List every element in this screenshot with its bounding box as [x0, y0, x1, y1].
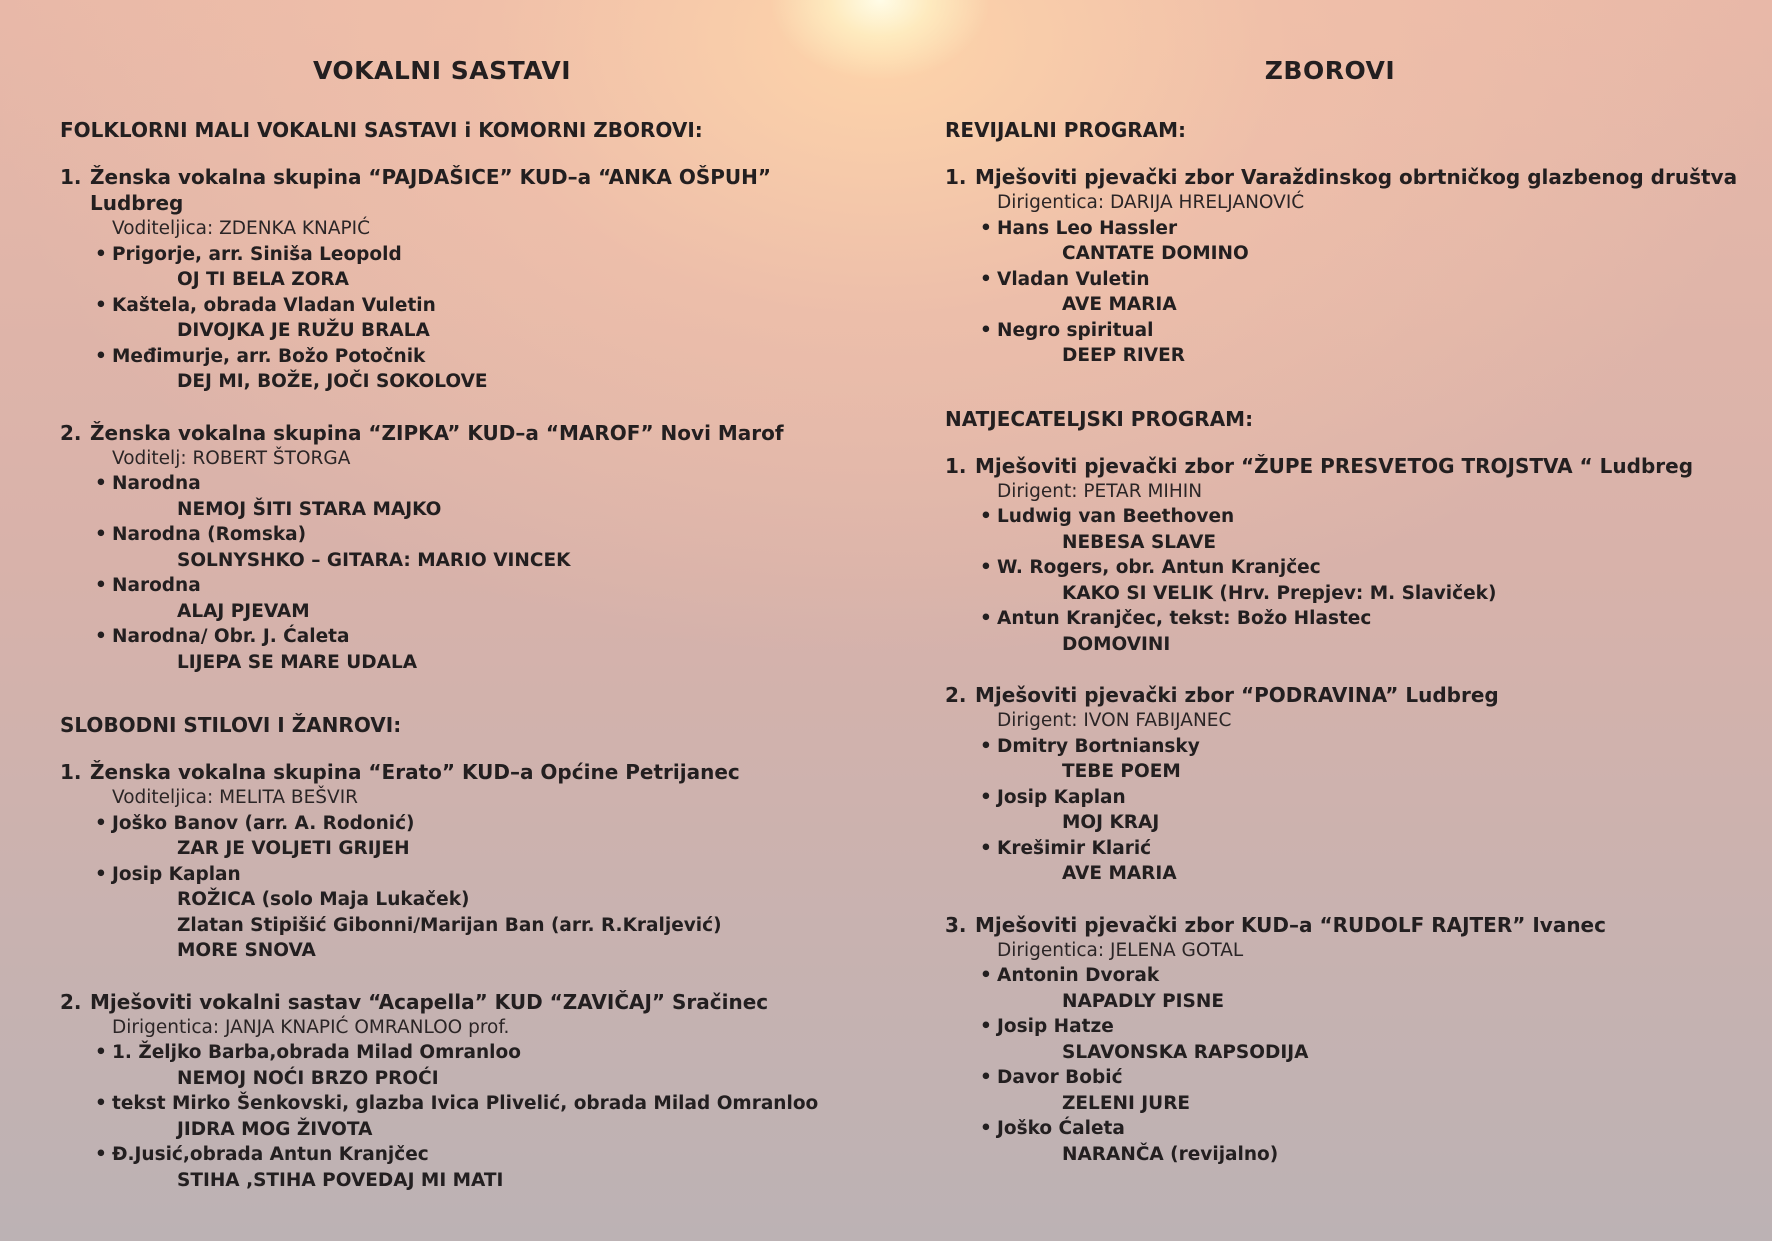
song-item: [945, 555, 1745, 606]
song-composer: [980, 963, 1745, 989]
ensemble-entry: [945, 682, 1745, 887]
composer-text: Vladan Vuletin: [997, 268, 1150, 290]
song-composer: [95, 522, 850, 548]
left-column-title: VOKALNI SASTAVI: [312, 56, 571, 85]
song-composer: [95, 1142, 850, 1168]
song-composer: [980, 836, 1745, 862]
ensemble-name: Mješoviti pjevački zbor “PODRAVINA” Ludbreg: [975, 683, 1499, 707]
ensemble-name: Ženska vokalna skupina “ZIPKA” KUD–a “MAROF” Novi Marof: [90, 420, 784, 445]
composer-text: Kaštela, obrada Vladan Vuletin: [112, 294, 436, 316]
song-list: [60, 242, 850, 395]
bullet-icon: •: [980, 319, 992, 341]
song-title: STIHA ,STIHA POVEDAJ MI MATI: [177, 1169, 504, 1191]
composer-text: 1. Željko Barba,obrada Milad Omranloo: [112, 1042, 521, 1063]
song-item: [945, 267, 1745, 318]
composer-text: Hans Leo Hassler: [997, 217, 1178, 239]
song-list: [60, 471, 850, 675]
bullet-icon: •: [95, 575, 107, 596]
song-item: [945, 318, 1745, 369]
bullet-icon: •: [980, 837, 992, 859]
song-title: NEBESA SLAVE: [1062, 531, 1217, 553]
ensemble-entry: [945, 164, 1745, 369]
bullet-icon: •: [95, 1042, 107, 1063]
song-composer: [95, 293, 850, 319]
song-item: [60, 1142, 850, 1193]
song-list: [945, 504, 1745, 657]
composer-text: W. Rogers, obr. Antun Kranjčec: [997, 557, 1321, 578]
song-list: [945, 734, 1745, 887]
bullet-icon: •: [980, 506, 992, 527]
composer-text: Dmitry Bortniansky: [997, 735, 1200, 757]
ensemble-number: 1.: [60, 165, 82, 189]
song-list: [60, 811, 850, 964]
song-item: [60, 624, 850, 675]
bullet-icon: •: [980, 735, 992, 757]
ensemble-entry: [945, 453, 1745, 658]
ensemble-name: Ženska vokalna skupina “Erato” KUD–a Općine Petrijanec: [90, 760, 740, 784]
section-spacer: [945, 394, 1745, 408]
composer-text: Antun Kranjčec, tekst: Božo Hlastec: [997, 608, 1372, 629]
composer-text: Josip Kaplan: [997, 786, 1126, 808]
song-item: [945, 785, 1745, 836]
ensemble-number: 1.: [945, 453, 967, 478]
ensemble-entry: [60, 420, 850, 676]
bullet-icon: •: [95, 524, 107, 545]
ensemble-title: [945, 912, 1745, 938]
conductor: Dirigentica: DARIJA HRELJANOVIĆ: [997, 192, 1305, 213]
section-spacer: [945, 1192, 1745, 1206]
song-composer: [980, 318, 1745, 344]
song-composer: [95, 1040, 850, 1066]
song-title: DOMOVINI: [1062, 633, 1171, 655]
right-content: [945, 118, 1745, 1206]
song-composer: [95, 573, 850, 599]
bullet-icon: •: [980, 786, 992, 808]
conductor: Voditeljica: MELITA BEŠVIR: [112, 787, 359, 808]
conductor: Dirigentica: JELENA GOTAL: [997, 939, 1244, 961]
song-item: [60, 1040, 850, 1091]
song-list: [945, 963, 1745, 1167]
ensemble-title: [60, 989, 850, 1015]
song-item: [60, 242, 850, 293]
composer-text: Joško Banov (arr. A. Rodonić): [112, 812, 415, 834]
ensemble-title: [945, 164, 1745, 190]
composer-text: Narodna: [112, 473, 201, 494]
song-item: [945, 836, 1745, 887]
composer-text: Ludwig van Beethoven: [997, 506, 1235, 527]
bullet-icon: •: [980, 1118, 992, 1139]
bullet-icon: •: [980, 557, 992, 578]
composer-text: Narodna: [112, 575, 201, 596]
left-content: [60, 118, 850, 1232]
ensemble-title: [60, 759, 850, 785]
song-title: DIVOJKA JE RUŽU BRALA: [177, 320, 430, 341]
composer-text: Negro spiritual: [997, 319, 1154, 341]
section-spacer: [60, 1218, 850, 1232]
song-composer: [980, 267, 1745, 293]
song-item: [945, 734, 1745, 785]
song-title: ROŽICA (solo Maja Lukaček): [177, 889, 470, 910]
song-title: OJ TI BELA ZORA: [177, 269, 349, 290]
program-section: [945, 118, 1745, 408]
song-composer: [980, 504, 1745, 530]
song-title: SLAVONSKA RAPSODIJA: [1062, 1041, 1309, 1063]
song-item: [945, 216, 1745, 267]
ensemble-name: Mješoviti pjevački zbor KUD–a “RUDOLF RAJTER” Ivanec: [975, 912, 1606, 937]
section-spacer: [60, 700, 850, 714]
song-title: SOLNYSHKO – GITARA: MARIO VINCEK: [177, 549, 571, 571]
section-heading: REVIJALNI PROGRAM:: [945, 118, 1187, 142]
song-list: [945, 216, 1745, 369]
bullet-icon: •: [95, 1093, 107, 1114]
ensemble-title: [945, 682, 1745, 708]
song-composer: [95, 242, 850, 268]
song-title: MORE SNOVA: [177, 940, 316, 961]
ensemble-number: 3.: [945, 912, 967, 937]
song-composer: [980, 785, 1745, 811]
composer-text: Josip Hatze: [997, 1016, 1114, 1037]
ensemble-entry: [945, 912, 1745, 1168]
bullet-icon: •: [95, 243, 107, 265]
song-title: NARANČA (revijalno): [1062, 1143, 1279, 1165]
song-composer: [95, 1091, 850, 1117]
program-section: [945, 407, 1745, 1207]
song-item: [945, 1116, 1745, 1167]
composer-text: Krešimir Klarić: [997, 837, 1152, 859]
song-composer: [95, 624, 850, 650]
song-title: ALAJ PJEVAM: [177, 600, 310, 622]
song-title: LIJEPA SE MARE UDALA: [177, 651, 418, 673]
ensemble-title: [945, 453, 1745, 479]
song-item: [60, 293, 850, 344]
song-title: ZELENI JURE: [1062, 1092, 1191, 1114]
song-composer: [980, 606, 1745, 632]
song-composer: [95, 471, 850, 497]
song-composer: [980, 1065, 1745, 1091]
song-composer: [980, 734, 1745, 760]
song-title: DEJ MI, BOŽE, JOČI SOKOLOVE: [177, 371, 488, 392]
song-composer: [980, 555, 1745, 581]
section-heading: NATJECATELJSKI PROGRAM:: [945, 406, 1254, 431]
ensemble-number: 1.: [60, 760, 82, 784]
bullet-icon: •: [980, 965, 992, 986]
song-title: AVE MARIA: [1062, 294, 1177, 315]
program-section: [60, 118, 850, 714]
song-item: [60, 573, 850, 624]
ensemble-title: [60, 420, 850, 446]
ensemble-number: 2.: [60, 420, 82, 445]
ensemble-entry: [60, 759, 850, 964]
composer-text: Joško Ćaleta: [997, 1118, 1125, 1139]
song-item: [945, 963, 1745, 1014]
song-composer: [95, 862, 850, 888]
composer-text: Antonin Dvorak: [997, 965, 1160, 986]
right-column-title: ZBOROVI: [1264, 56, 1396, 85]
bullet-icon: •: [95, 473, 107, 494]
song-composer: [95, 344, 850, 370]
song-item: [60, 344, 850, 395]
conductor: Dirigent: IVON FABIJANEC: [997, 710, 1232, 731]
ensemble-entry: [60, 989, 850, 1194]
composer-text: Narodna/ Obr. J. Ćaleta: [112, 626, 350, 647]
song-title: CANTATE DOMINO: [1062, 243, 1249, 264]
bullet-icon: •: [980, 268, 992, 290]
song-title: NEMOJ NOĆI BRZO PROĆI: [177, 1067, 439, 1089]
song-item: [945, 1065, 1745, 1116]
song-list: [60, 1040, 850, 1193]
ensemble-name: Mješoviti vokalni sastav “Acapella” KUD “ZAVIČAJ” Sračinec: [90, 989, 769, 1014]
song-composer: [980, 216, 1745, 242]
ensemble-number: 2.: [60, 989, 82, 1014]
ensemble-title: [60, 164, 850, 216]
song-title: NEMOJ ŠITI STARA MAJKO: [177, 498, 442, 520]
song-title: JIDRA MOG ŽIVOTA: [177, 1118, 373, 1140]
composer-text: Narodna (Romska): [112, 524, 307, 545]
bullet-icon: •: [95, 626, 107, 647]
ensemble-name: Mješoviti pjevački zbor “ŽUPE PRESVETOG TROJSTVA “ Ludbreg: [975, 453, 1694, 478]
song-item: [945, 1014, 1745, 1065]
song-composer: [95, 811, 850, 837]
program-section: [60, 713, 850, 1232]
composer-text: Prigorje, arr. Siniša Leopold: [112, 243, 402, 265]
composer-text: Davor Bobić: [997, 1067, 1123, 1088]
bullet-icon: •: [980, 608, 992, 629]
song-composer: [980, 1116, 1745, 1142]
ensemble-entry: [60, 164, 850, 395]
song-composer: [980, 1014, 1745, 1040]
bullet-icon: •: [95, 863, 107, 885]
bullet-icon: •: [980, 217, 992, 239]
conductor: Voditeljica: ZDENKA KNAPIĆ: [112, 218, 371, 239]
song-item: [60, 1091, 850, 1142]
bullet-icon: •: [95, 812, 107, 834]
song-title: MOJ KRAJ: [1062, 812, 1160, 833]
ensemble-name: Ženska vokalna skupina “PAJDAŠICE” KUD–a “ANKA OŠPUH” Ludbreg: [90, 165, 772, 215]
song-item: [60, 471, 850, 522]
song-item: [60, 522, 850, 573]
bullet-icon: •: [95, 294, 107, 316]
conductor: Dirigent: PETAR MIHIN: [997, 480, 1203, 502]
song-title: NAPADLY PISNE: [1062, 990, 1224, 1012]
song-title: Zlatan Stipišić Gibonni/Marijan Ban (arr. R.Kraljević): [177, 914, 722, 936]
song-item: [945, 606, 1745, 657]
song-item: [945, 504, 1745, 555]
song-title: DEEP RIVER: [1062, 345, 1185, 366]
ensemble-number: 2.: [945, 683, 967, 707]
composer-text: Đ.Jusić,obrada Antun Kranjčec: [112, 1144, 429, 1165]
conductor: Dirigentica: JANJA KNAPIĆ OMRANLOO prof.: [112, 1016, 510, 1038]
ensemble-name: Mješoviti pjevački zbor Varaždinskog obrtničkog glazbenog društva: [975, 165, 1738, 189]
bullet-icon: •: [980, 1067, 992, 1088]
song-title: TEBE POEM: [1062, 761, 1181, 782]
song-title: KAKO SI VELIK (Hrv. Prepjev: M. Slaviček): [1062, 582, 1497, 604]
composer-text: Međimurje, arr. Božo Potočnik: [112, 345, 426, 367]
song-item: [60, 811, 850, 862]
bullet-icon: •: [95, 345, 107, 367]
song-item: [60, 862, 850, 964]
ensemble-number: 1.: [945, 165, 967, 189]
bullet-icon: •: [95, 1144, 107, 1165]
song-title: ZAR JE VOLJETI GRIJEH: [177, 838, 410, 859]
composer-text: Josip Kaplan: [112, 863, 241, 885]
bullet-icon: •: [980, 1016, 992, 1037]
section-heading: FOLKLORNI MALI VOKALNI SASTAVI i KOMORNI ZBOROVI:: [60, 118, 703, 142]
conductor: Voditelj: ROBERT ŠTORGA: [112, 447, 351, 469]
song-title: AVE MARIA: [1062, 863, 1177, 884]
composer-text: tekst Mirko Šenkovski, glazba Ivica Plivelić, obrada Milad Omranloo: [112, 1093, 819, 1114]
section-heading: SLOBODNI STILOVI I ŽANROVI:: [60, 713, 402, 737]
